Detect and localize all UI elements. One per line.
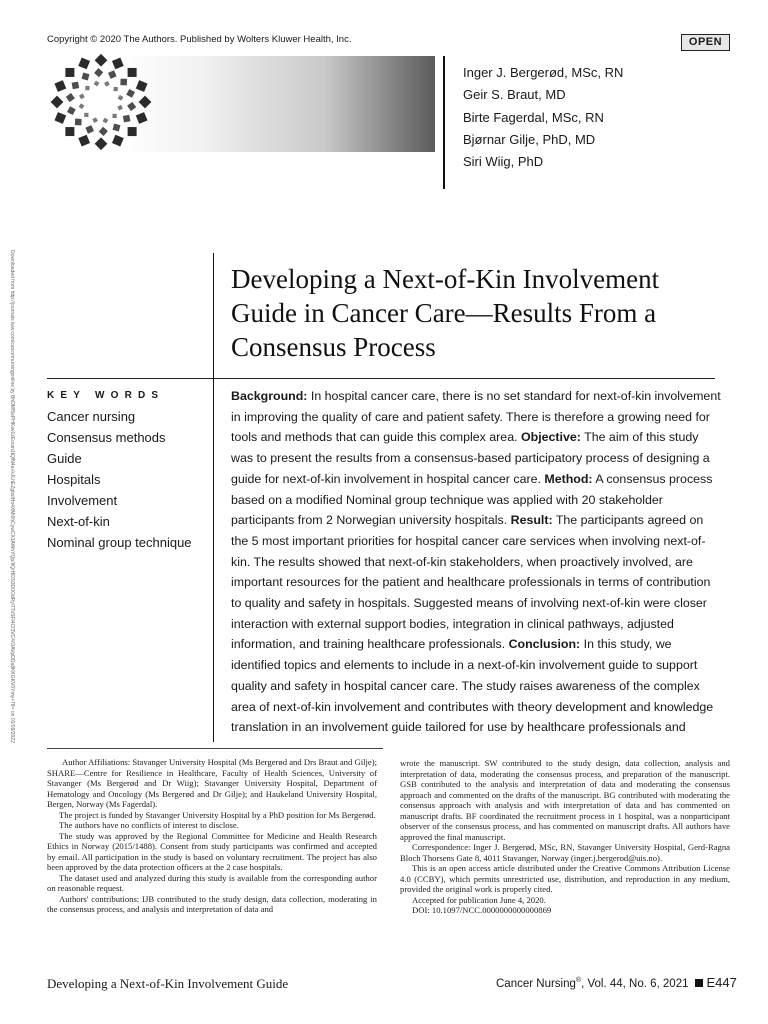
footnote-paragraph: This is an open access article distributed under the Creative Commons Attribution License 4.0 (CCBY), which permits unrestricted use, distribution, and reproduction in any medium, provided the original work is properly cited. (400, 863, 730, 894)
journal-name: Cancer Nursing (496, 978, 576, 990)
logo-square (94, 68, 103, 77)
result-text: The participants agreed on the 5 most important priorities for hospital cancer care services when involving next-of-kin. The results showed that next-of-kin stakeholders, when proactively involved, are important resources for the patient and healthcare professionals in terms of contribution to quality and safety in hospitals. Suggested means of involving next-of-kin were closer interaction with external support bodies, integration in clinical pathways, adjusted information, and training healthcare professionals. (231, 513, 711, 652)
author-list (463, 62, 623, 173)
footnotes-left-column (47, 757, 377, 915)
keyword-item: Involvement (47, 493, 118, 508)
logo-square (118, 95, 124, 101)
logo-square (112, 135, 124, 147)
header-gradient-band (120, 56, 435, 152)
logo-square (108, 70, 117, 79)
logo-square (136, 112, 148, 124)
title-line: Consensus Process (231, 332, 436, 362)
logo-square (65, 127, 74, 136)
copyright-notice: Copyright © 2020 The Authors. Published by Wolters Kluwer Health, Inc. (47, 34, 352, 45)
logo-square (128, 68, 137, 77)
open-access-badge: OPEN (681, 34, 730, 51)
abstract-rule (213, 378, 214, 742)
keywords-rule (47, 378, 715, 379)
logo-square (126, 89, 135, 98)
conclusion-text: In this study, we identified topics and elements to include in a next-of-kin involvement guide to support quality and safety in hospital cancer care. The study raises awareness of the complex area of next-of-kin involvement and contributes with theory development and knowledge translation in an involvement guide tailored for use by healthcare professionals and (231, 637, 714, 735)
background-text: In hospital cancer care, there is no set standard for next-of-kin involvement in improving the quality of care and patient safety. There is therefore a growing need for tools and methods that can guide this complex area. (231, 389, 721, 445)
logo-square (65, 68, 74, 77)
logo-square (78, 58, 90, 70)
download-watermark (6, 250, 16, 770)
logo-square (51, 96, 64, 109)
logo-square (85, 125, 94, 134)
footnotes-right-column (400, 758, 730, 916)
logo-square (84, 113, 88, 117)
result-label: Result: (510, 513, 553, 528)
footnote-paragraph: DOI: 10.1097/NCC.0000000000000869 (412, 905, 552, 915)
logo-square (123, 115, 131, 123)
background-label: Background: (231, 389, 308, 403)
journal-volume: , Vol. 44, No. 6, 2021 (581, 978, 689, 990)
logo-square (67, 106, 76, 115)
method-text: A consensus process based on a modified Nominal group technique was applied with 20 stakeholder participants from 2 Norwegian university hospitals. (231, 471, 713, 528)
keyword-item: Cancer nursing (47, 409, 136, 424)
journal-logo-icon (40, 50, 162, 154)
logo-square (54, 80, 66, 92)
journal-citation (496, 975, 737, 990)
logo-square (113, 124, 121, 132)
download-note: Downloaded from http://journals.lww.com/cancernursingonline by BhDMf5ePHKav1zEoum1tQfN4a+kJLhEZgbsIHo4XMi0hCywCX1AWnYQp/IlQrHD3i3D0OdRyi7TvSFl4Cf3VC4/OAVpDDa8KKGKV0Ymy+78= on 01/09/2022 (9, 250, 15, 743)
running-title: Developing a Next-of-Kin Involvement Guide (47, 976, 289, 991)
registered-mark: ® (575, 977, 582, 985)
logo-square (136, 80, 148, 92)
author-name: Siri Wiig, PhD (463, 154, 544, 170)
logo-square (82, 73, 90, 81)
logo-square (112, 58, 124, 70)
logo-square (79, 103, 85, 109)
logo-square (75, 119, 82, 126)
abstract (231, 386, 721, 738)
keywords-heading: KEY WORDS (47, 390, 165, 401)
logo-square (54, 112, 66, 124)
objective-label: Objective: (521, 430, 581, 445)
page-number: E447 (706, 975, 737, 990)
keyword-item: Consensus methods (47, 430, 166, 445)
logo-square (94, 81, 100, 87)
footnote-paragraph: The study was approved by the Regional Committee for Medicine and Health Research Ethics in Norway (2015/1488). Consent from study participants was confirmed and accepted by email. All participation in the study is based on voluntary recruitment. The project has also been approved by the data protection officers at the 2 case hospitals. (47, 830, 377, 872)
footnote-paragraph: The dataset used and analyzed during this study is available from the corresponding author on reasonable request. (47, 872, 377, 893)
author-name: Inger J. Bergerød, MSc, RN (463, 65, 624, 80)
author-name: Bjørnar Gilje, PhD, MD (463, 131, 596, 147)
logo-square (104, 81, 110, 87)
footnote-paragraph: Correspondence: Inger J. Bergerød, MSc, RN, Stavanger University Hospital, Gerd-Ragna Bloch Thorsens Gate 8, 4011 Stavanger, Norway (inger.j.bergerod@uis.no). (400, 842, 730, 863)
article-title (231, 262, 751, 364)
logo-square (95, 137, 108, 150)
footnote-paragraph: Author Affiliations: Stavanger University Hospital (Ms Bergerød and Drs Braut and Gilje); SHARE—Centre for Resilience in Healthcare, Faculty of Health Sciences, University of Stavanger (Ms Bergerød and Dr Wiig); Stavanger University Hospital, Department of Hematology and Oncology (Ms Bergerød and Dr Gilje); and Haukeland University Hospital, Bergen, Norway (Ms Fagerdal). (47, 757, 377, 809)
footnote-paragraph: Authors' contributions: IJB contributed to the study design, data collection, moderating in the consensus process, and analysis and interpretation of data and (47, 893, 377, 914)
footnote-paragraph: The project is funded by Stavanger University Hospital by a PhD position for Ms Bergerød. (59, 809, 376, 820)
footnote-rule (47, 748, 383, 749)
author-name: Birte Fagerdal, MSc, RN (463, 109, 604, 125)
logo-square (120, 79, 127, 86)
keywords-list (47, 406, 192, 553)
logo-square (79, 94, 85, 100)
logo-square (95, 54, 108, 67)
logo-square (128, 127, 137, 136)
footnote-paragraph: wrote the manuscript. SW contributed to the study design, data collection, analysis and interpretation of data, moderating the consensus process, and preparation of the manuscript. GSB contributed to the analysis and interpretation of data and moderating the consensus approach and commented on the drafts of the manuscript. BG contributed with moderating the consensus approach with analysis and with interpretation of data and has commented on manuscript drafts. BF coordinated the recruitment process in 1 hospital, was a nonparticipant observer of the consensus process, and has commented on manuscript drafts. All authors have approved the final manuscript. (400, 758, 730, 842)
logo-square (103, 118, 109, 124)
keyword-item: Nominal group technique (47, 535, 192, 550)
conclusion-label: Conclusion: (508, 637, 581, 652)
header-divider (443, 56, 445, 189)
logo-square (139, 96, 152, 109)
method-label: Method: (544, 471, 593, 486)
logo-square (127, 102, 136, 111)
title-line: Guide in Cancer Care—Results From a (231, 298, 657, 328)
title-line: Developing a Next-of-Kin Involvement (231, 264, 660, 294)
footnote-paragraph: The authors have no conflicts of interest to disclose. (59, 820, 239, 830)
square-bullet-icon (695, 979, 703, 987)
logo-square (92, 117, 98, 123)
logo-square (66, 93, 75, 102)
logo-square (113, 87, 117, 91)
objective-text: The aim of this study was to present the results from a consensus-based participatory process of designing a guide for next-of-kin involvement in hospital cancer care. (231, 430, 710, 486)
keyword-item: Guide (47, 451, 82, 466)
logo-square (117, 105, 123, 111)
logo-square (78, 135, 90, 147)
title-rule (213, 253, 214, 378)
keyword-item: Hospitals (47, 472, 101, 487)
footnote-paragraph: Accepted for publication June 4, 2020. (412, 894, 546, 905)
keyword-item: Next-of-kin (47, 514, 110, 529)
author-name: Geir S. Braut, MD (463, 87, 566, 103)
logo-square (85, 86, 89, 90)
logo-square (72, 82, 80, 90)
logo-square (99, 127, 108, 136)
logo-square (112, 114, 116, 118)
